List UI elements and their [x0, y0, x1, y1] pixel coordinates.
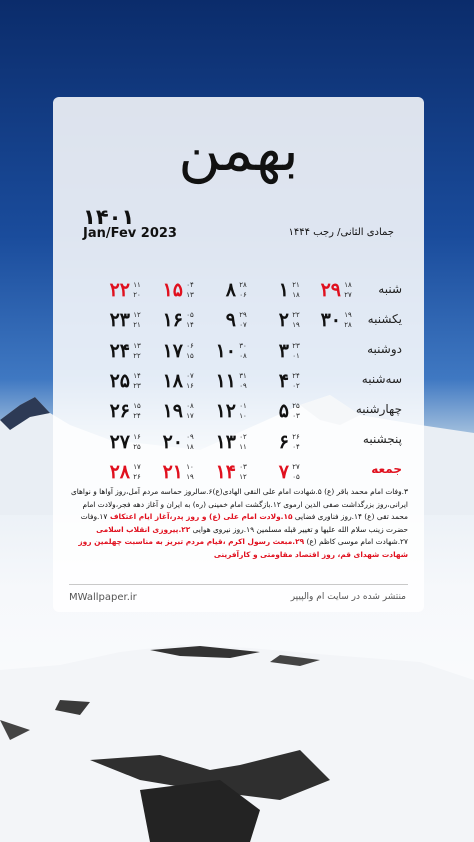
day-number: ۸	[225, 279, 236, 301]
day-number: ۴	[278, 369, 289, 392]
day-number: ۶	[278, 430, 289, 453]
hijri-day: ۲۵	[133, 442, 141, 451]
day-number: ۲۷	[109, 430, 130, 453]
day-number: ۹	[225, 309, 236, 332]
gregorian-day: ۰۳	[239, 462, 247, 471]
day-cell	[198, 309, 250, 335]
gregorian-day: ۱۴	[133, 371, 141, 380]
day-cell	[251, 431, 303, 457]
weekday-label: چهارشنبه	[355, 402, 402, 416]
day-number: ۱۷	[162, 339, 183, 362]
hijri-day: ۱۷	[186, 412, 194, 421]
day-number: ۲۳	[109, 309, 130, 332]
weekday-label: دوشنبه	[367, 342, 402, 356]
gregorian-day: ۰۵	[186, 311, 194, 320]
day-number: ۱۶	[162, 309, 183, 332]
day-number: ۱	[278, 279, 289, 301]
day-cell	[145, 400, 197, 426]
hijri-day: ۲۳	[133, 381, 141, 390]
day-number: ۱۲	[215, 400, 236, 423]
event-item: ۳.وفات امام محمد باقر (ع) ۵.شهادت امام علی النقی الهادی(ع)۶.سالروز حماسه مردم آمل،روز آواها	[96, 487, 408, 496]
event-item: و نواهای ایرانی،روز بزرگداشت صفی الدین ارموی ۱۲.بازگشت امام خمینی (ره) به ایران و آغاز دهه	[70, 487, 408, 509]
event-item: ۱۵.ولادت امام علی (ع) و روز پدر،آغاز ایام	[136, 512, 293, 522]
footer-divider	[69, 584, 408, 585]
gregorian-day: ۱۹	[344, 311, 352, 320]
day-number: ۲۸	[109, 460, 130, 483]
day-number: ۱۸	[162, 369, 183, 392]
hijri-day: ۱۱	[239, 442, 247, 451]
day-cell	[145, 340, 197, 366]
hijri-day: ۱۸	[292, 291, 300, 299]
day-number: ۲	[278, 309, 289, 332]
gregorian-day: ۲۷	[292, 462, 300, 471]
day-cell	[92, 461, 144, 487]
day-number: ۲۱	[162, 460, 183, 483]
day-number: ۱۵	[162, 279, 183, 301]
events-list	[69, 486, 408, 562]
hijri-day: ۰۱	[292, 351, 300, 360]
hijri-day: ۲۲	[133, 351, 141, 360]
weekday-label: یکشنبه	[367, 312, 402, 326]
gregorian-day: ۲۴	[292, 371, 300, 380]
day-cell	[198, 400, 250, 426]
hijri-day: ۲۶	[133, 472, 141, 481]
day-number: ۱۱	[215, 369, 236, 392]
gregorian-day: ۱۳	[133, 341, 141, 350]
weekday-label: شنبه	[378, 282, 402, 296]
day-cell	[145, 309, 197, 335]
event-item: چهلمین روز شهادت شهدای قم، روز اقتصاد مقاومتی و کارآفرینی	[78, 537, 408, 559]
gregorian-day: ۰۱	[239, 402, 247, 411]
hijri-day: ۱۹	[292, 321, 300, 330]
hijri-day: ۲۰	[133, 291, 141, 299]
event-item: ۲۲.پیروزی	[149, 524, 191, 534]
day-cell	[92, 431, 144, 457]
hijri-day: ۰۵	[292, 472, 300, 481]
hijri-day: ۲۱	[133, 321, 141, 330]
day-cell	[145, 431, 197, 457]
gregorian-day: ۲۵	[292, 402, 300, 411]
day-cell	[251, 461, 303, 487]
gregorian-day: ۲۶	[292, 432, 300, 441]
day-number: ۲۹	[320, 279, 341, 301]
day-cell	[251, 309, 303, 335]
gregorian-day: ۰۹	[186, 432, 194, 441]
weekday-label-friday: جمعه	[371, 462, 402, 476]
day-number: ۲۶	[109, 400, 130, 423]
event-item: ۲۷.شهادت امام موسی کاظم (ع)	[304, 537, 408, 547]
day-number: ۳۰	[320, 309, 341, 332]
day-number: ۲۰	[162, 430, 183, 453]
gregorian-day: ۰۴	[186, 281, 194, 289]
month-title: بهمن	[178, 116, 299, 184]
footer-site: MWallpaper.ir	[69, 592, 137, 603]
hijri-months: جمادی الثانی/ رجب ۱۴۴۴	[288, 227, 394, 238]
gregorian-day: ۰۲	[239, 432, 247, 441]
event-item: فجر،ولادت امام محمد تقی (ع) ۱۴.روز فناوری فضایی	[82, 499, 408, 522]
day-cell	[92, 309, 144, 335]
event-item: ۱۷.وفات حضرت زینب سلام الله علیها و تغییر قبله مسلمین ۱۹.روز نیروی هوایی	[80, 512, 408, 534]
hijri-day: ۱۵	[186, 351, 194, 360]
persian-year: ۱۴۰۱	[83, 205, 135, 229]
hijri-day: ۰۳	[292, 412, 300, 421]
event-item: اعتکاف	[107, 512, 137, 522]
hijri-day: ۱۴	[186, 321, 194, 330]
hijri-day: ۱۰	[239, 412, 247, 421]
gregorian-day: ۲۳	[292, 341, 300, 350]
day-number: ۱۰	[215, 339, 236, 362]
day-cell	[145, 461, 197, 487]
background-rocks	[0, 640, 474, 842]
hijri-day: ۲۸	[344, 321, 352, 330]
gregorian-day: ۱۱	[133, 281, 141, 289]
day-number: ۲۲	[109, 279, 130, 301]
hijri-day: ۰۴	[292, 442, 300, 451]
weekday-label: سه‌شنبه	[361, 372, 402, 386]
gregorian-day: ۱۰	[186, 462, 194, 471]
day-number: ۷	[278, 460, 289, 483]
day-cell	[92, 279, 144, 305]
gregorian-day: ۲۹	[239, 311, 247, 320]
day-cell	[145, 370, 197, 396]
gregorian-months: Jan/Fev 2023	[83, 226, 177, 241]
gregorian-day: ۲۱	[292, 281, 300, 289]
day-number: ۱۳	[215, 430, 236, 453]
day-cell	[145, 279, 197, 305]
hijri-day: ۱۲	[239, 472, 247, 481]
day-cell	[92, 340, 144, 366]
weekday-label: پنجشنبه	[362, 432, 402, 446]
gregorian-day: ۰۸	[186, 402, 194, 411]
day-cell	[303, 309, 355, 335]
day-number: ۳	[278, 339, 289, 362]
day-cell	[92, 400, 144, 426]
day-number: ۲۴	[109, 339, 130, 362]
gregorian-day: ۳۰	[239, 341, 247, 350]
event-item: ۲۹.مبعث رسول اکرم ،قیام مردم تبریز به مناسبت	[121, 537, 305, 547]
day-cell	[303, 279, 355, 305]
day-cell	[251, 370, 303, 396]
gregorian-day: ۱۵	[133, 402, 141, 411]
day-number: ۱۹	[162, 400, 183, 423]
calendar-card	[53, 97, 424, 612]
day-cell	[251, 279, 303, 305]
gregorian-day: ۱۲	[133, 311, 141, 320]
day-number: ۵	[278, 400, 289, 423]
gregorian-day: ۳۱	[239, 371, 247, 380]
day-number: ۱۴	[215, 460, 236, 483]
gregorian-day: ۱۶	[133, 432, 141, 441]
day-cell	[251, 400, 303, 426]
day-cell	[198, 370, 250, 396]
day-cell	[198, 279, 250, 305]
event-item: انقلاب اسلامی	[96, 524, 150, 534]
hijri-day: ۰۲	[292, 381, 300, 390]
gregorian-day: ۲۸	[239, 281, 247, 289]
hijri-day: ۱۸	[186, 442, 194, 451]
hijri-day: ۱۶	[186, 381, 194, 390]
day-number: ۲۵	[109, 369, 130, 392]
hijri-day: ۲۴	[133, 412, 141, 421]
gregorian-day: ۱۸	[344, 281, 352, 289]
hijri-day: ۰۷	[239, 321, 247, 330]
gregorian-day: ۱۷	[133, 462, 141, 471]
hijri-day: ۲۷	[344, 291, 352, 299]
footer-note: منتشر شده در سایت ام والپیپر	[290, 592, 406, 602]
hijri-day: ۰۸	[239, 351, 247, 360]
gregorian-day: ۰۷	[186, 371, 194, 380]
day-cell	[198, 431, 250, 457]
hijri-day: ۱۹	[186, 472, 194, 481]
hijri-day: ۱۳	[186, 291, 194, 299]
day-cell	[92, 370, 144, 396]
gregorian-day: ۲۲	[292, 311, 300, 320]
day-cell	[198, 461, 250, 487]
gregorian-day: ۰۶	[186, 341, 194, 350]
day-cell	[198, 340, 250, 366]
hijri-day: ۰۶	[239, 291, 247, 299]
hijri-day: ۰۹	[239, 381, 247, 390]
day-cell	[251, 340, 303, 366]
